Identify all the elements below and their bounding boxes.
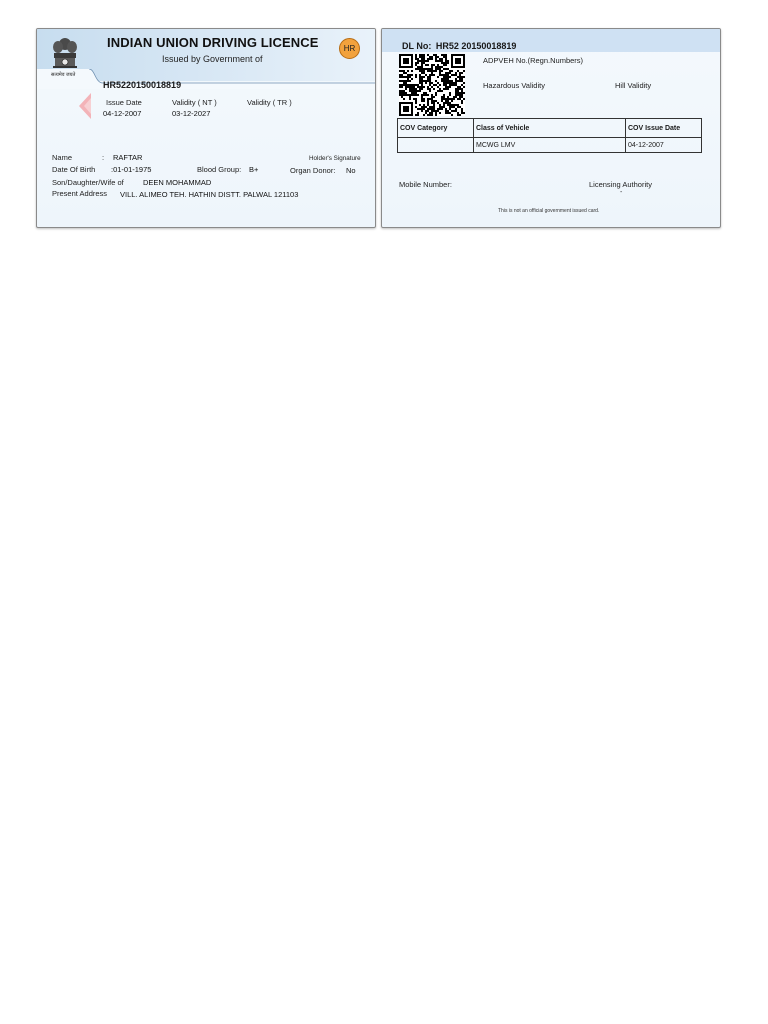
adpveh-label: ADPVEH No.(Regn.Numbers) (483, 56, 584, 65)
issue-date-label: Issue Date (106, 98, 142, 107)
qr-code-icon (399, 54, 465, 116)
address-label: Present Address (52, 189, 108, 198)
signature-label: Holder's Signature (309, 155, 361, 162)
cov-issue-date-cell: 04-12-2007 (626, 138, 702, 153)
table-row (398, 138, 702, 153)
hazardous-validity-label: Hazardous Validity (483, 81, 545, 90)
dl-number: HR5220150018819 (103, 80, 182, 90)
dl-value: HR52 20150018819 (435, 41, 517, 51)
header-curve (37, 69, 375, 89)
class-of-vehicle-header: Class of Vehicle (474, 119, 626, 138)
emblem-caption: सत्यमेव जयते (51, 72, 76, 78)
blood-group-label: Blood Group: (197, 165, 242, 174)
issue-date-value: 04-12-2007 (103, 109, 142, 118)
organ-donor-value: No (346, 166, 356, 175)
validity-tr-label: Validity ( TR ) (247, 98, 292, 107)
state-badge: HR (339, 38, 360, 59)
relation-label: Son/Daughter/Wife of (52, 178, 124, 187)
dob-label: Date Of Birth (52, 165, 96, 174)
cov-category-header: COV Category (398, 119, 474, 138)
mobile-number-label: Mobile Number: (399, 180, 452, 189)
cov-issue-date-header: COV Issue Date (626, 119, 702, 138)
licensing-authority-value: - (620, 189, 623, 196)
dl-label: DL No: (402, 41, 432, 51)
class-of-vehicle-cell: MCWG LMV (474, 138, 626, 153)
hologram-icon (79, 93, 91, 119)
address-value: VILL. ALIMEO TEH. HATHIN DISTT. PALWAL 121103 (120, 190, 299, 199)
dob-value: :01-01-1975 (111, 165, 152, 174)
cov-table-header (398, 119, 702, 138)
licensing-authority-label: Licensing Authority (589, 180, 652, 189)
blood-group-value: B+ (249, 165, 259, 174)
card-subtitle: Issued by Government of (162, 54, 263, 64)
validity-nt-label: Validity ( NT ) (172, 98, 217, 107)
validity-nt-value: 03-12-2027 (172, 109, 211, 118)
licence-front-card (36, 28, 376, 228)
name-separator: : (102, 153, 105, 162)
disclaimer-footnote: This is not an official government issued card. (498, 208, 600, 214)
cov-table (397, 118, 702, 153)
card-title: INDIAN UNION DRIVING LICENCE (107, 35, 319, 50)
relation-value: DEEN MOHAMMAD (143, 178, 212, 187)
organ-donor-label: Organ Donor: (290, 166, 336, 175)
name-label: Name (52, 153, 73, 162)
hill-validity-label: Hill Validity (615, 81, 652, 90)
licence-back-card (381, 28, 721, 228)
back-dl-number (402, 41, 516, 51)
cov-category-cell (398, 138, 474, 153)
name-value: RAFTAR (113, 153, 143, 162)
